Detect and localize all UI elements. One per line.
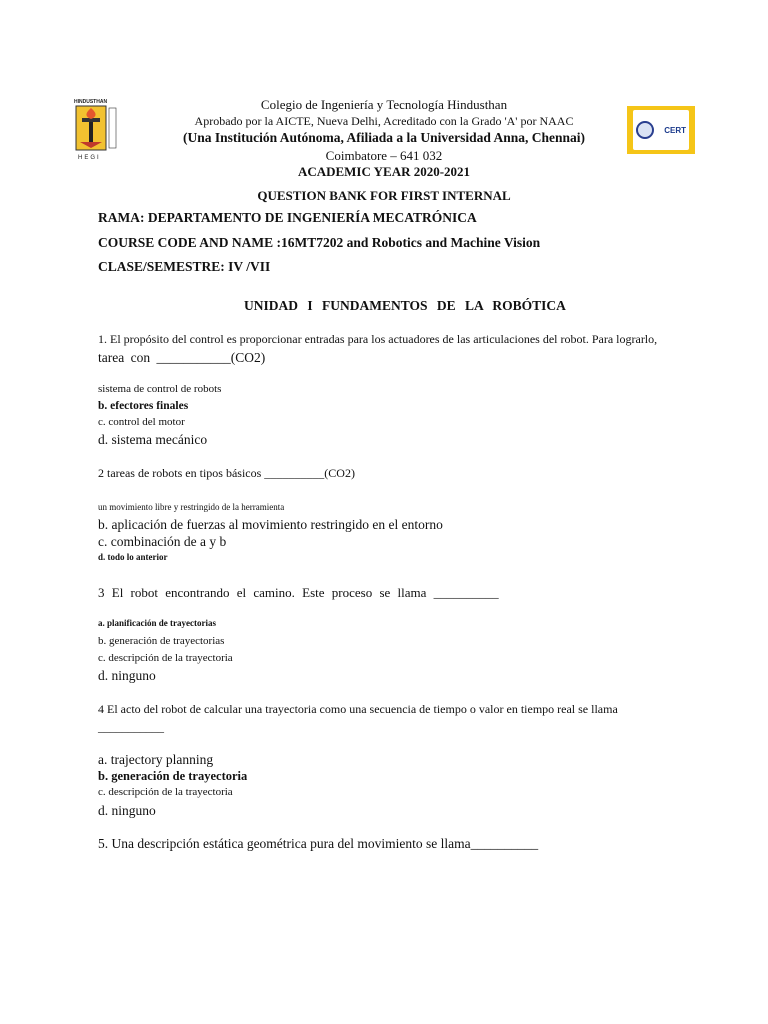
question-bank-title: QUESTION BANK FOR FIRST INTERNAL (257, 188, 511, 203)
academic-year: ACADEMIC YEAR 2020-2021 (297, 164, 471, 179)
approval-line: Aprobado por la AICTE, Nueva Delhi, Acreditado con la Grado 'A' por NAAC (194, 114, 574, 128)
question-1-option-c: c. control del motor (98, 416, 185, 428)
course-line: COURSE CODE AND NAME :16MT7202 and Robotics and Machine Vision (98, 235, 541, 250)
question-1-option-d: d. sistema mecánico (98, 432, 208, 447)
question-4-text-cont: ___________ (98, 720, 164, 734)
logo-left-text: HINDUSTHAN (74, 99, 108, 105)
question-4-option-c: c. descripción de la trayectoria (98, 786, 233, 798)
question-4-option-b: b. generación de trayectoria (98, 769, 248, 783)
class-semester-line: CLASE/SEMESTRE: IV /VII (98, 259, 271, 274)
question-5-text: 5. Una descripción estática geométrica pura del movimiento se llama__________ (98, 836, 539, 851)
cert-label: CERT (664, 125, 686, 135)
question-3-option-d: d. ninguno (98, 668, 156, 683)
autonomous-line: (Una Institución Autónoma, Afiliada a la Universidad Anna, Chennai) (182, 130, 586, 145)
institution-name: Colegio de Ingeniería y Tecnología Hindusthan (260, 97, 508, 112)
question-2-option-b: b. aplicación de fuerzas al movimiento restringido en el entorno (98, 517, 443, 532)
question-3-option-a: a. planificación de trayectorias (98, 618, 216, 628)
question-3-option-c: c. descripción de la trayectoria (98, 652, 233, 664)
question-3-text: 3 El robot encontrando el camino. Este proceso se llama __________ (98, 585, 499, 600)
question-1-option-b: b. efectores finales (98, 400, 189, 412)
question-2-option-c: c. combinación de a y b (98, 534, 227, 549)
city-line: Coimbatore – 641 032 (325, 148, 443, 163)
unit-title: UNIDAD I FUNDAMENTOS DE LA ROBÓTICA (244, 298, 566, 313)
question-1-option-a: sistema de control de robots (98, 383, 222, 395)
question-1-text: 1. El propósito del control es proporcionar entradas para los actuadores de las articulaciones del robot. Para lograrlo, (98, 332, 658, 346)
logo-left-acronym: HEGI (78, 155, 101, 161)
question-2-option-a: un movimiento libre y restringido de la herramienta (98, 502, 285, 512)
question-4-option-a: a. trajectory planning (98, 752, 214, 767)
question-4-text: 4 El acto del robot de calcular una trayectoria como una secuencia de tiempo o valor en tiempo real se llama (98, 702, 618, 716)
question-2-text: 2 tareas de robots en tipos básicos __________(CO2) (98, 466, 355, 480)
question-1-text-cont: tarea con ___________(CO2) (98, 350, 266, 365)
department-line: RAMA: DEPARTAMENTO DE INGENIERÍA MECATRÓNICA (98, 210, 477, 225)
question-2-option-d: d. todo lo anterior (98, 552, 168, 562)
question-4-option-d: d. ninguno (98, 803, 156, 818)
question-3-option-b: b. generación de trayectorias (98, 635, 225, 647)
